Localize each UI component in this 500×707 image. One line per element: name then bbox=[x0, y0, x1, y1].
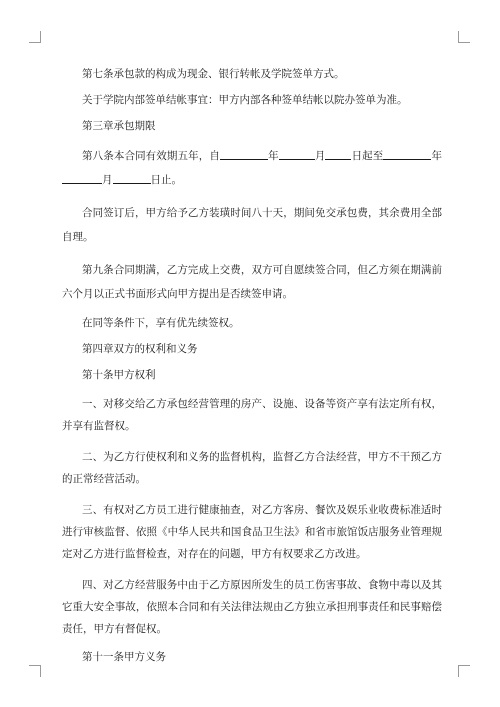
crop-mark-top-left bbox=[29, 31, 41, 43]
start-month-blank bbox=[279, 148, 315, 160]
clause-11-heading: 第十一条甲方义务 bbox=[82, 651, 166, 663]
party-a-right-4: 四、对乙方经营服务中由于乙方原因所发生的员工伤害事故、食物中毒以及其它重大安全事故，依照本合同和有关法律法规由乙方独立承担刑事责任和民事赔偿责任，甲方有督促权。 bbox=[62, 579, 442, 635]
clause-8-text-3: 月 bbox=[314, 150, 326, 162]
party-a-right-1: 一、对移交给乙方承包经营管理的房产、设施、设备等资产享有法定所有权，并享有监督权。 bbox=[62, 398, 442, 432]
chapter-4-heading: 第四章双方的权利和义务 bbox=[82, 343, 198, 355]
end-month-blank-b bbox=[88, 172, 102, 184]
crop-mark-top-right bbox=[458, 31, 470, 43]
document-body bbox=[62, 66, 442, 675]
start-year-blank bbox=[220, 148, 268, 160]
clause-8-text-4: 日起至 bbox=[351, 150, 384, 162]
party-a-right-3: 三、有权对乙方员工进行健康抽查，对乙方客房、餐饮及娱乐业收费标准适时进行审核监督、依照《中华人民共和国食品卫生法》和省市旅馆饭店服务业管理规定对乙方进行监督检查，对存在的问题，甲方有权要求乙方改进。 bbox=[62, 504, 442, 560]
clause-8-text-1: 第八条本合同有效期五年，自 bbox=[82, 150, 220, 162]
renovation-period-paragraph: 合同签订后，甲方给予乙方装璜时间八十天，期间免交承包费，其余费用全部自理。 bbox=[62, 207, 442, 243]
end-day-blank bbox=[113, 172, 151, 184]
clause-7-paragraph: 第七条承包款的构成为现金、银行转帐及学院签单方式。 bbox=[82, 68, 345, 80]
party-a-right-2: 二、为乙方行使权利和义务的监督机构，监督乙方合法经营，甲方不干预乙方的正常经营活动。 bbox=[62, 451, 442, 485]
start-day-blank bbox=[325, 148, 351, 160]
end-year-blank bbox=[383, 148, 431, 160]
internal-billing-paragraph: 关于学院内部签单结帐事宜：甲方内部各种签单结帐以院办签单为准。 bbox=[82, 94, 408, 106]
crop-mark-bottom-right bbox=[458, 665, 470, 677]
clause-8-text-5: 年 bbox=[431, 150, 443, 162]
clause-8-paragraph bbox=[62, 144, 442, 192]
crop-mark-bottom-left bbox=[29, 665, 41, 677]
clause-9-paragraph: 第九条合同期满，乙方完成上交费，双方可自愿续签合同，但乙方须在期满前六个月以正式书面形式向甲方提出是否续签申请。 bbox=[62, 264, 442, 300]
clause-10-heading: 第十条甲方权利 bbox=[82, 369, 156, 381]
clause-8-text-2: 年 bbox=[267, 150, 279, 162]
clause-8-text-7: 日止。 bbox=[150, 174, 182, 186]
end-month-blank-a bbox=[62, 172, 88, 184]
clause-8-text-6: 月 bbox=[102, 174, 113, 186]
chapter-3-heading: 第三章承包期限 bbox=[82, 120, 156, 132]
renewal-priority-paragraph: 在同等条件下，享有优先续签权。 bbox=[82, 317, 240, 329]
